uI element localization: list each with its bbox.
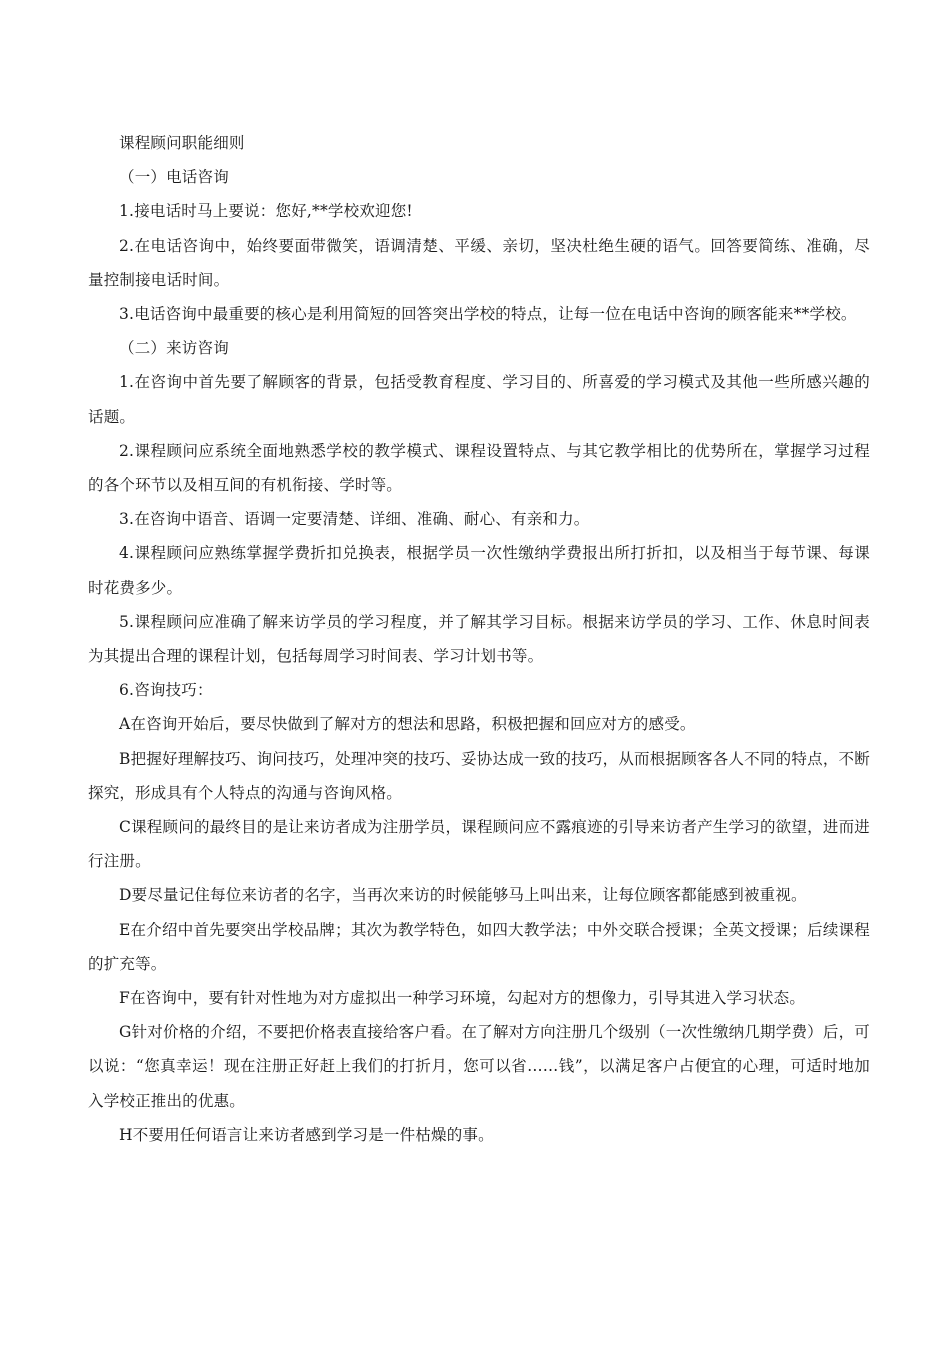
paragraph: G针对价格的介绍，不要把价格表直接给客户看。在了解对方向注册几个级别（一次性缴纳几期学费）后，可以说：“您真幸运！现在注册正好赶上我们的打折月，您可以省……钱”，以满足客户占便宜的心理，可适时地加入学校正推出的优惠。 xyxy=(88,1023,870,1110)
paragraph: F在咨询中，要有针对性地为对方虚拟出一种学习环境，勾起对方的想像力，引导其进入学习状态。 xyxy=(119,989,806,1008)
document-body xyxy=(88,126,870,1152)
paragraph: 4.课程顾问应熟练掌握学费折扣兑换表，根据学员一次性缴纳学费报出所打折扣，以及相当于每节课、每课时花费多少。 xyxy=(88,544,870,597)
paragraph: 2.课程顾问应系统全面地熟悉学校的教学模式、课程设置特点、与其它教学相比的优势所在，掌握学习过程的各个环节以及相互间的有机衔接、学时等。 xyxy=(88,441,870,495)
document-title: 课程顾问职能细则 xyxy=(119,134,245,152)
paragraph: 3.电话咨询中最重要的核心是利用简短的回答突出学校的特点，让每一位在电话中咨询的顾客能来**学校。 xyxy=(119,305,857,324)
paragraph: 2.在电话咨询中，始终要面带微笑，语调清楚、平缓、亲切，坚决杜绝生硬的语气。回答要简练、准确，尽量控制接电话时间。 xyxy=(88,236,870,289)
paragraph: 1.在咨询中首先要了解顾客的背景，包括受教育程度、学习目的、所喜爱的学习模式及其他一些所感兴趣的话题。 xyxy=(88,373,870,426)
paragraph: 1.接电话时马上要说：您好,**学校欢迎您! xyxy=(119,202,413,221)
section-heading-visit: （二）来访咨询 xyxy=(119,339,229,358)
paragraph: A在咨询开始后，要尽快做到了解对方的想法和思路，积极把握和回应对方的感受。 xyxy=(119,715,696,734)
paragraph: D要尽量记住每位来访者的名字，当再次来访的时候能够马上叫出来，让每位顾客都能感到被重视。 xyxy=(119,886,807,905)
paragraph: E在介绍中首先要突出学校品牌；其次为教学特色，如四大教学法；中外交联合授课；全英文授课；后续课程的扩充等。 xyxy=(88,920,870,973)
paragraph: 5.课程顾问应准确了解来访学员的学习程度，并了解其学习目标。根据来访学员的学习、工作、休息时间表为其提出合理的课程计划，包括每周学习时间表、学习计划书等。 xyxy=(88,612,870,666)
paragraph: B把握好理解技巧、询问技巧，处理冲突的技巧、妥协达成一致的技巧，从而根据顾客各人不同的特点，不断探究，形成具有个人特点的沟通与咨询风格。 xyxy=(88,749,870,802)
sub-heading-techniques: 6.咨询技巧： xyxy=(119,681,213,700)
section-heading-phone: （一）电话咨询 xyxy=(119,168,229,187)
paragraph: C课程顾问的最终目的是让来访者成为注册学员，课程顾问应不露痕迹的引导来访者产生学习的欲望，进而进行注册。 xyxy=(88,818,870,871)
paragraph: H不要用任何语言让来访者感到学习是一件枯燥的事。 xyxy=(119,1125,494,1144)
paragraph: 3.在咨询中语音、语调一定要清楚、详细、准确、耐心、有亲和力。 xyxy=(119,510,590,529)
